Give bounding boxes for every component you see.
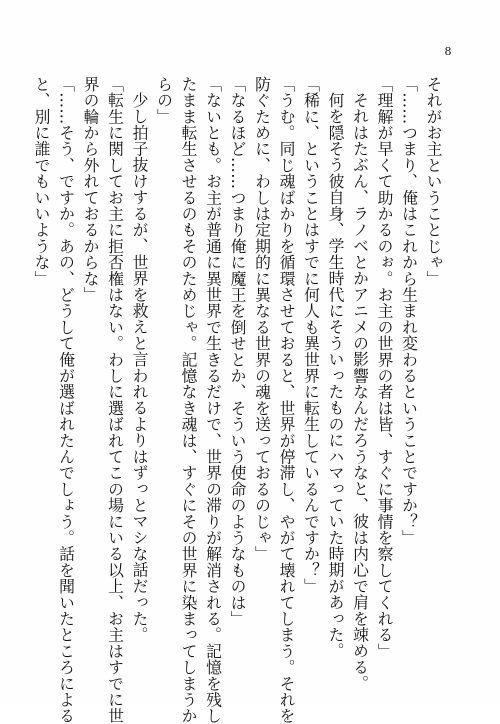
text-line: 何を隠そう彼自身、学生時代にそういったものにハマっていた時期があった。 (326, 91, 345, 659)
text-line: 少し拍子抜けするが、世界を救えと言われるよりはずっとマシな話だった。 (130, 91, 149, 643)
vertical-text-body (32, 76, 445, 724)
text-line: それがお主ということじゃ」 (424, 76, 443, 287)
text-line: 「……そう、ですか。あの、どうして俺が選ばれたんでしょう。話を聞いたところによる (56, 76, 76, 724)
text-line: 「稀に、ということはすでに何人も異世界に転生しているんですか？」 (301, 76, 321, 595)
text-line: 「……つまり、俺はこれから生まれ変わるということですか？」 (399, 76, 419, 546)
text-line: と、別に誰でもいいような」 (32, 76, 51, 287)
text-line: 「転生に関してお主に拒否権はない。わしに選ばれてこの場にいる以上、お主はすでに世 (105, 76, 125, 724)
text-line: 「理解が早くて助かるのぉ。お主の世界の者は皆、すぐに事情を察してくれる」 (375, 76, 394, 660)
text-line: 「なるほど……つまり俺に魔王を倒せとか、そういう使命のようなものは」 (228, 76, 247, 627)
text-line: 界の輪から外れておるからな」 (81, 76, 100, 303)
text-line: たまま転生させるのもそのためじゃ。記憶なき魂は、すぐにその世界に染まってしまうか (179, 76, 198, 724)
text-line: それはたぶん、ラノベとかアニメの影響なんだろうなと、彼は内心で肩を竦める。 (350, 91, 370, 692)
text-line: らの」 (154, 76, 174, 125)
text-line: 「うむ。同じ魂ばかりを循環させておると、世界が停滞し、やがて壊れてしまう。それを (277, 76, 296, 724)
text-line: 防ぐために、わしは定期的に異なる世界の魂を送っておるのじゃ」 (252, 76, 272, 562)
text-line: 「ないとも。お主が普通に異世界で生きるだけで、世界の滞りが解消される。記憶を残し (203, 76, 223, 724)
page-number: 8 (444, 45, 452, 58)
